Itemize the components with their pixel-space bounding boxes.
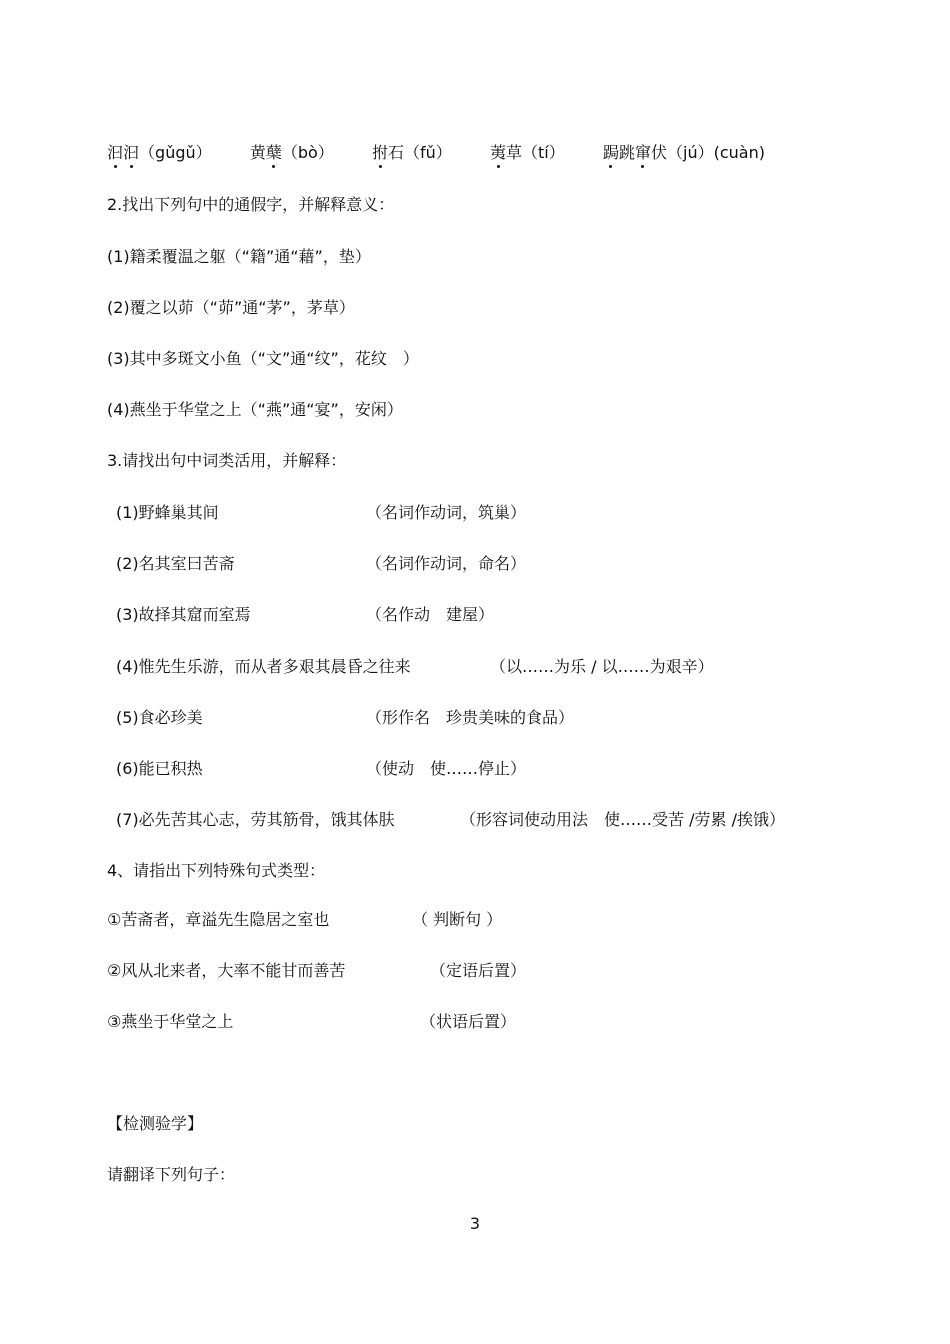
q3-item-note: （使动 使……停止） [366, 759, 527, 778]
q2-item: (3)其中多斑文小鱼（“文”通“纹”，花纹 ） [107, 349, 419, 368]
q4-item-sentence: ③燕坐于华堂之上 [107, 1012, 234, 1031]
q4-item-note: （定语后置） [430, 961, 527, 980]
q3-item-note: （名词作动词，命名） [366, 554, 527, 573]
q2-title: 2.找出下列句中的通假字，并解释意义： [107, 195, 395, 214]
instruction-text: 请翻译下列句子： [107, 1165, 236, 1184]
q4-item-note: （ 判断句 ） [412, 910, 503, 929]
q2-item: (1)籍柔覆温之躯（“籍”通“藉”，垫） [107, 247, 371, 266]
q3-title: 3.请找出句中词类活用，并解释： [107, 451, 347, 470]
q3-item-note: （名作动 建屋） [366, 605, 495, 624]
q3-item-sentence: (4)惟先生乐游，而从者多艰其晨昏之往来 [116, 657, 411, 676]
q3-item-note: （以……为乐 / 以……为艰辛） [490, 657, 714, 676]
q3-item-sentence: (2)名其室曰苦斋 [116, 554, 235, 573]
pinyin-annotation-line: 汩汩（gǔgǔ） 黄蘖（bò） 拊石（fǔ） 荑草（tí） 跼跳窜伏（jú）(cuàn) [107, 143, 765, 162]
q4-item-sentence: ①苦斋者，章溢先生隐居之室也 [107, 910, 330, 929]
q3-item-note: （形容词使动用法 使……受苦 /劳累 /挨饿） [460, 810, 785, 829]
section-heading: 【检测验学】 [107, 1114, 204, 1133]
q3-item-sentence: (7)必先苦其心志，劳其筋骨，饿其体肤 [116, 810, 395, 829]
q3-item-sentence: (6)能已积热 [116, 759, 203, 778]
q3-item-note: （名词作动词，筑巢） [366, 503, 527, 522]
q3-item-sentence: (5)食必珍美 [116, 708, 203, 727]
q4-item-sentence: ②风从北来者，大率不能甘而善苦 [107, 961, 346, 980]
q2-item: (4)燕坐于华堂之上（“燕”通“宴”，安闲） [107, 400, 403, 419]
q4-item-note: （状语后置） [420, 1012, 517, 1031]
q2-item: (2)覆之以茆（“茆”通“茅”，茅草） [107, 298, 355, 317]
q3-item-sentence: (1)野蜂巢其间 [116, 503, 219, 522]
q3-item-sentence: (3)故择其窟而室焉 [116, 605, 251, 624]
q3-item-note: （形作名 珍贵美味的食品） [366, 708, 575, 727]
q4-title: 4、请指出下列特殊句式类型： [107, 861, 326, 880]
page-number: 3 [469, 1214, 481, 1233]
